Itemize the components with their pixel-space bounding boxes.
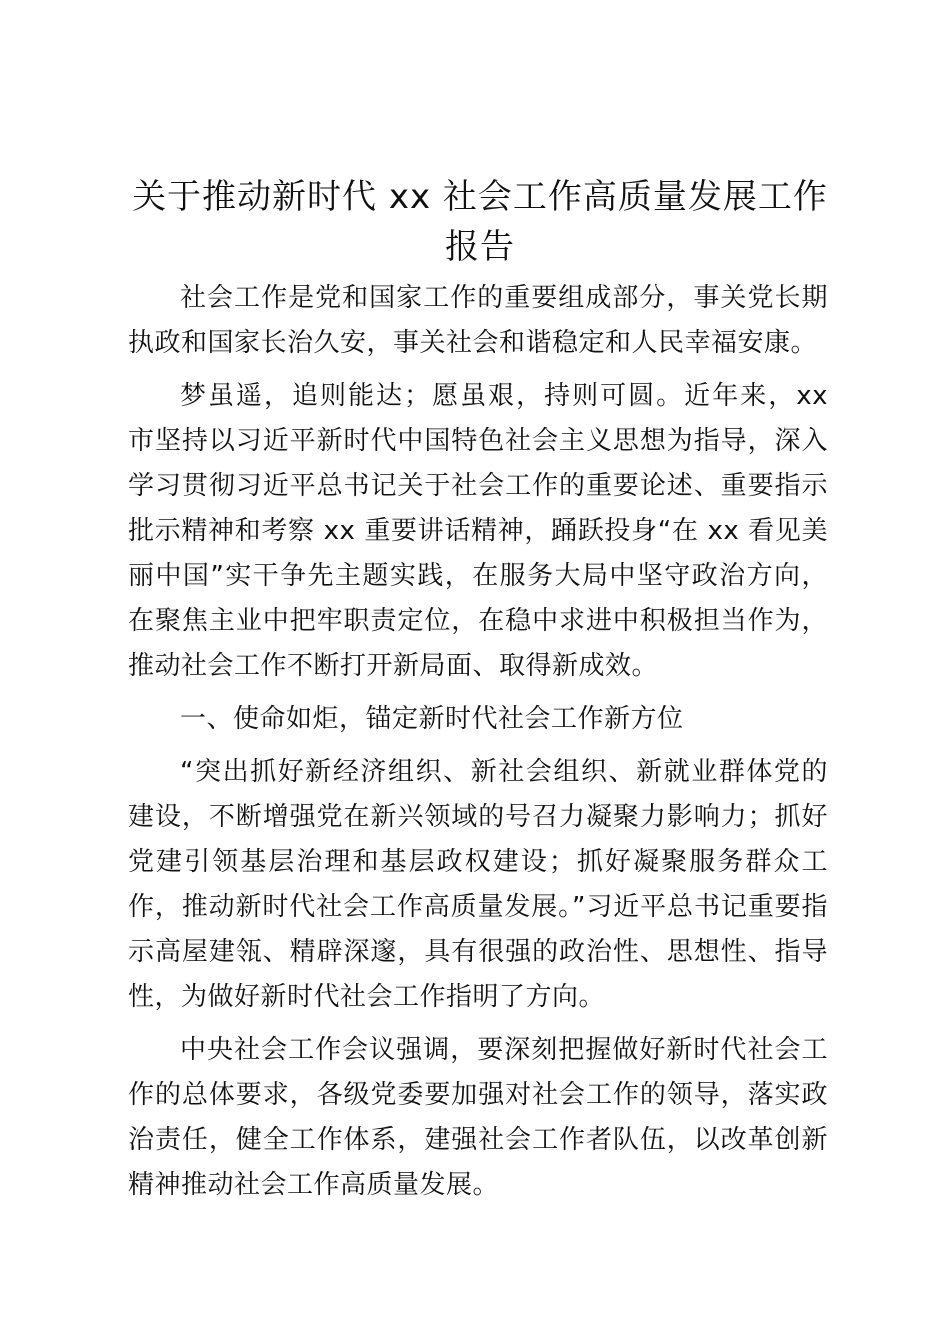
section-heading: 一、使命如炬，锚定新时代社会工作新方位 [180,704,684,734]
document-title: 关于推动新时代 xx 社会工作高质量发展工作报告 [132,177,828,267]
paragraph-quote: “突出抓好新经济组织、新社会组织、新就业群体党的建设，不断增强党在新兴领域的号召力凝聚力影响力；抓好党建引领基层治理和基层政权建设；抓好凝聚服务群众工作，推动新时代社会工作高质量发展。”习近平总书记重要指示高屋建瓴、精辟深邃，具有很强的政治性、思想性、指导性，为做好新时代社会工作指明了方向。 [128,757,828,1012]
paragraph-intro: 社会工作是党和国家工作的重要组成部分，事关党长期执政和国家长治久安，事关社会和谐稳定和人民幸福安康。 [128,283,828,358]
paragraph-overview: 梦虽遥，追则能达；愿虽艰，持则可圆。近年来，xx 市坚持以习近平新时代中国特色社会主义思想为指导，深入学习贯彻习近平总书记关于社会工作的重要论述、重要指示批示精神和考察 xx 重要讲话精神，踊跃投身“在 xx 看见美丽中国”实干争先主题实践，在服务大局中坚守政治方向，在聚焦主业中把牢职责定位，在稳中求进中积极担当作为，推动社会工作不断打开新局面、取得新成效。 [128,381,828,681]
document-body [128,276,828,1216]
paragraph-meeting: 中央社会工作会议强调，要深刻把握做好新时代社会工作的总体要求，各级党委要加强对社会工作的领导，落实政治责任，健全工作体系，建强社会工作者队伍，以改革创新精神推动社会工作高质量发展。 [128,1035,828,1200]
